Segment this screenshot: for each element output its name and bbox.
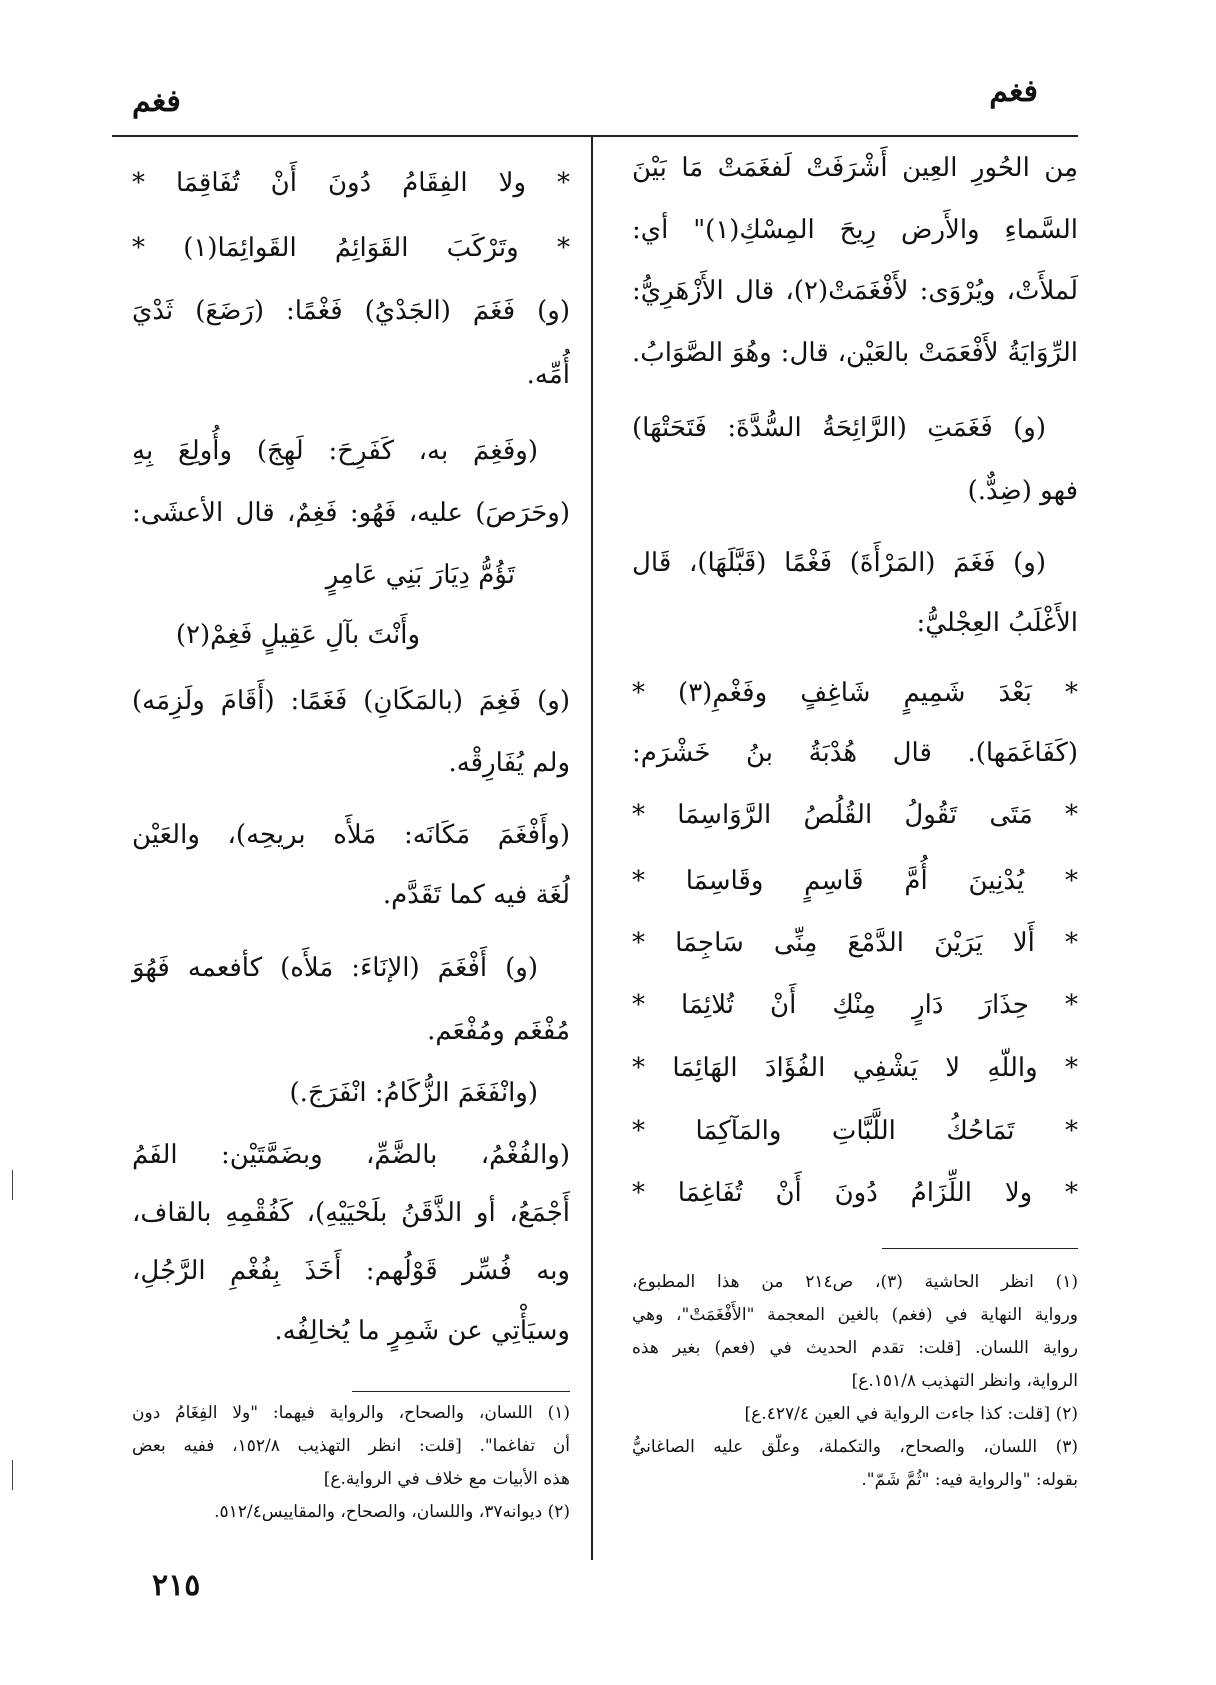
text-line: فهو (ضِدٌّ.) bbox=[967, 476, 1078, 506]
footnote-line: (٣) اللسان، والصحاح، والتكملة، وعلّق عليه الصاغانيُّ bbox=[632, 1437, 1078, 1457]
text-line: (وأَفْغَمَ مَكَانَه: مَلأَه بريحِه)، والعَيْن bbox=[132, 820, 570, 850]
text-line: السَّماءِ والأَرض رِيحَ المِسْكِ(١)" أي: bbox=[632, 215, 1078, 245]
verse-line: * واللّهِ لا يَشْفِي الفُؤَادَ الهَائِمَا * bbox=[632, 1053, 1078, 1083]
poem-line: وأَنْتَ بآلِ عَقِيلٍ فَغِمْ(٢) bbox=[175, 620, 420, 650]
text-line: مِن الحُورِ العِين أَشْرَفَتْ لَفغَمَتْ مَا بَيْنَ bbox=[632, 153, 1078, 183]
text-line: (وفَغِمَ به، كَفَرِحَ: لَهِجَ) وأُولِعَ بِهِ bbox=[132, 436, 538, 466]
column-divider bbox=[591, 135, 593, 1560]
text-line: (و) فَغَمَ (الجَدْيُ) فَغْمًا: (رَضَعَ) ثَدْيَ bbox=[132, 296, 570, 326]
verse-line: * أَلا يَرَيْنَ الدَّمْعَ مِنِّى سَاجِمَا * bbox=[632, 928, 1078, 958]
footnote-line: بقوله: "والرواية فيه: "ثُمَّ شَمّ". bbox=[861, 1470, 1078, 1490]
margin-mark bbox=[12, 1170, 13, 1200]
header-left-word: فغم bbox=[132, 84, 181, 119]
footnote-line: (٢) [قلت: كذا جاءت الرواية في العين ٤٢٧/٤.ع] bbox=[744, 1404, 1078, 1424]
text-line: الأَغْلَبُ العِجْليُّ: bbox=[916, 608, 1078, 638]
text-line: الرِّوَايَةُ لأَفْعَمَتْ بالعَيْن، قال: وهُوَ الصَّوَابُ. bbox=[632, 338, 1078, 368]
footnote-line: الرواية، وانظر التهذيب ١٥١/٨.ع] bbox=[851, 1371, 1078, 1391]
verse-line: * تَمَاحُكُ اللَّبَّاتِ والمَآكِمَا * bbox=[632, 1116, 1078, 1146]
footnote-rule-right bbox=[882, 1248, 1078, 1249]
header-right-word: فغم bbox=[989, 74, 1038, 109]
verse-line: * ولا اللِّزَامُ دُونَ أَنْ تُفَاغِمَا * bbox=[632, 1178, 1078, 1208]
text-line: (كَفَاغَمَها). قال هُدْبَةُ بنُ خَشْرَم: bbox=[632, 738, 1078, 768]
footnote-line: (١) انظر الحاشية (٣)، ص٢١٤ من هذا المطبوع، bbox=[632, 1272, 1078, 1292]
text-line: لُغَة فيه كما تَقَدَّم. bbox=[382, 880, 570, 910]
text-line: مُفْغَم ومُفْعَم. bbox=[427, 1016, 570, 1046]
margin-mark bbox=[12, 1460, 13, 1490]
verse-line: * مَتَى تَقُولُ القُلُصُ الرَّوَاسِمَا * bbox=[632, 800, 1078, 830]
text-line: وبه فُسِّر قَوْلُهم: أَخَذَ بِفُغْمِ الرَّجُلِ، bbox=[132, 1256, 570, 1286]
footnote-line: أن تفاغما". [قلت: انظر التهذيب ١٥٢/٨، ففيه بعض bbox=[132, 1436, 570, 1456]
text-line: (وانْفَغَمَ الزُّكَامُ: انْفَرَجَ.) bbox=[289, 1078, 538, 1108]
poem-line: تَؤُمُّ دِيَارَ بَنِي عَامِرٍ bbox=[325, 560, 515, 590]
verse-line: * وتَرْكَبَ القَوَائِمُ القَوائِمَا(١) * bbox=[132, 233, 570, 263]
text-line: (و) أَفْغَمَ (الإنَاءَ: مَلأَه) كأفعمه فَهُوَ bbox=[132, 953, 538, 983]
footnote-line: (٢) ديوانه٣٧، واللسان، والصحاح، والمقاييس٥١٢/٤. bbox=[214, 1502, 570, 1522]
text-line: أُمِّه. bbox=[526, 360, 570, 390]
text-line: (وحَرَصَ) عليه، فَهُو: فَغِمٌ، قال الأعشَى: bbox=[132, 498, 570, 528]
header-rule bbox=[112, 135, 1078, 137]
footnote-line: (١) اللسان، والصحاح، والرواية فيهما: "ولا الفِغَامُ دون bbox=[132, 1403, 570, 1423]
footnote-line: رواية اللسان. [قلت: تقدم الحديث في (فعم) بغير هذه bbox=[632, 1338, 1078, 1358]
verse-line: * ولا الفِقَامُ دُونَ أَنْ تُفَاقِمَا * bbox=[132, 168, 570, 198]
verse-line: * يُدْنِينَ أُمَّ قَاسِمٍ وقَاسِمَا * bbox=[632, 866, 1078, 896]
text-line: أَجْمَعُ، أو الذَّقَنُ بلَحْيَيْهِ)، كَفُقْمِهِ بالقاف، bbox=[132, 1198, 570, 1228]
text-line: (و) فَغَمَ (المَرْأَةَ) فَغْمًا (قَبَّلَهَا)، قَال bbox=[632, 548, 1046, 578]
verse-line: * بَعْدَ شَمِيمٍ شَاغِفٍ وفَغْمِ(٣) * bbox=[632, 678, 1078, 708]
text-line: (والفُغْمُ، بالضَّمِّ، وبضَمَّتَيْن: الفَمُ bbox=[132, 1140, 570, 1170]
text-line: وسيَأْتِي عن شَمِرٍ ما يُخالِفُه. bbox=[274, 1316, 570, 1346]
text-line: ولم يُفَارِقْه. bbox=[448, 748, 570, 778]
footnote-line: هذه الأبيات مع خلاف في الرواية.ع] bbox=[323, 1469, 570, 1489]
footnote-rule-left bbox=[352, 1391, 570, 1392]
footnote-line: ورواية النهاية في (فغم) بالغين المعجمة "الأَفْغَمَتْ"، وهي bbox=[632, 1305, 1078, 1325]
verse-line: * حِذَارَ دَارٍ مِنْكِ أَنْ تُلائِمَا * bbox=[632, 990, 1078, 1020]
page-number: ٢١٥ bbox=[152, 1568, 201, 1603]
text-line: (و) فَغَمَتِ (الرَّائِحَةُ السُّدَّةَ: فَتَحَتْهَا) bbox=[632, 413, 1046, 443]
text-line: (و) فَغِمَ (بالمَكَانِ) فَغَمًا: (أَقَامَ ولَزِمَه) bbox=[132, 686, 570, 716]
text-line: لَملأَتْ، ويُرْوَى: لأَفْغَمَتْ(٢)، قال الأَزْهَرِيُّ: bbox=[632, 276, 1078, 306]
